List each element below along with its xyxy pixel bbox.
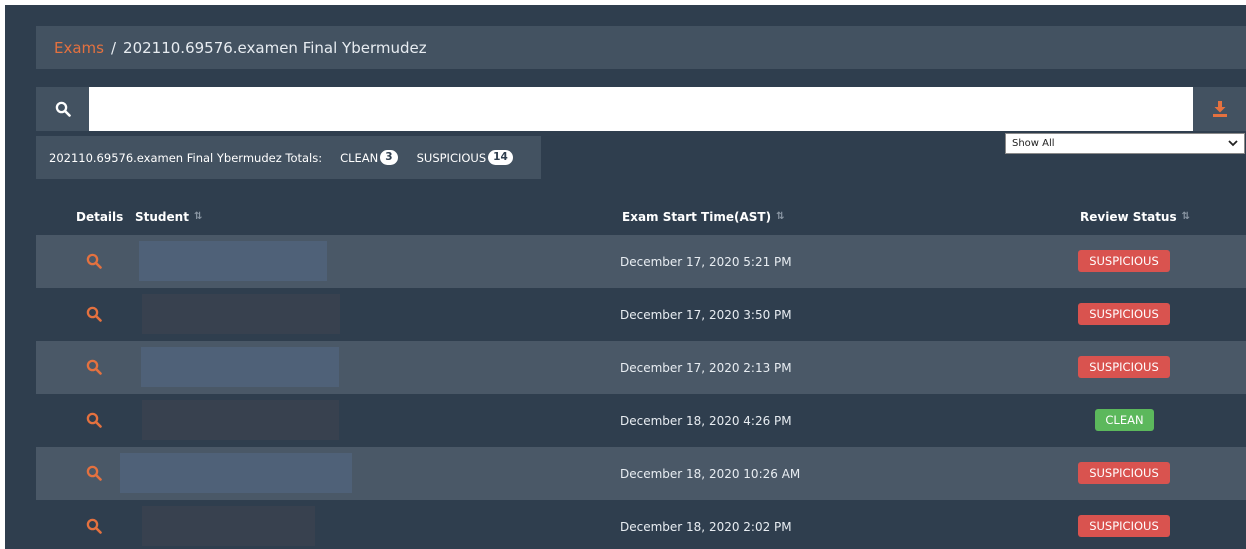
header-details <box>76 198 123 235</box>
header-review-status-label: Review Status <box>1080 209 1177 224</box>
header-start-time-label: Exam Start Time(AST) <box>622 209 772 224</box>
totals-label: 202110.69576.examen Final Ybermudez Totals: <box>49 150 323 165</box>
filter-selected-value: Show All <box>1012 138 1055 149</box>
student-name-redacted <box>139 241 327 281</box>
exam-totals <box>36 136 541 179</box>
suspicious-total[interactable] <box>417 150 513 165</box>
suspicious-count-badge: 14 <box>488 150 513 165</box>
sort-icon: ⇅ <box>776 211 783 222</box>
table-row <box>36 288 1246 341</box>
exam-review-panel <box>5 5 1246 549</box>
breadcrumb-current: 202110.69576.examen Final Ybermudez <box>123 38 427 57</box>
exam-start-time: December 17, 2020 2:13 PM <box>620 360 792 375</box>
clean-total-label: CLEAN <box>340 150 379 165</box>
search-bar <box>36 87 1246 131</box>
header-review-status[interactable] <box>1080 198 1188 235</box>
table-row <box>36 500 1246 549</box>
student-name-redacted <box>142 506 315 546</box>
table-row <box>36 341 1246 394</box>
exam-start-time: December 18, 2020 4:26 PM <box>620 413 792 428</box>
student-name-redacted <box>142 294 340 334</box>
status-badge: SUSPICIOUS <box>1078 515 1170 537</box>
student-name-redacted <box>141 347 339 387</box>
exam-table-body <box>36 235 1246 549</box>
search-input[interactable] <box>89 87 1193 131</box>
header-details-label: Details <box>76 209 124 224</box>
exam-start-time: December 17, 2020 5:21 PM <box>620 254 792 269</box>
details-search-icon[interactable] <box>86 518 106 536</box>
details-search-icon[interactable] <box>86 465 106 483</box>
breadcrumb-exams-link[interactable]: Exams <box>54 38 104 57</box>
chevron-down-icon <box>1228 140 1238 147</box>
table-row <box>36 447 1246 500</box>
status-badge: CLEAN <box>1095 409 1154 431</box>
table-row <box>36 235 1246 288</box>
details-search-icon[interactable] <box>86 306 106 324</box>
student-name-redacted <box>142 400 339 440</box>
suspicious-total-label: SUSPICIOUS <box>416 150 487 165</box>
status-badge: SUSPICIOUS <box>1078 356 1170 378</box>
table-header <box>36 198 1246 235</box>
exam-start-time: December 18, 2020 10:26 AM <box>620 466 801 481</box>
details-search-icon[interactable] <box>86 359 106 377</box>
clean-total[interactable] <box>340 150 398 165</box>
student-name-redacted <box>120 453 352 493</box>
sort-icon: ⇅ <box>1181 211 1189 222</box>
header-start-time[interactable] <box>622 198 782 235</box>
header-student-label: Student <box>135 209 189 224</box>
status-badge: SUSPICIOUS <box>1078 303 1170 325</box>
breadcrumb <box>36 26 1246 69</box>
status-badge: SUSPICIOUS <box>1078 250 1170 272</box>
download-icon <box>1213 101 1227 117</box>
exam-start-time: December 18, 2020 2:02 PM <box>620 519 792 534</box>
search-button[interactable] <box>36 87 89 131</box>
clean-count-badge: 3 <box>380 150 397 165</box>
sort-icon: ⇅ <box>193 211 201 222</box>
header-student[interactable] <box>135 198 200 235</box>
details-search-icon[interactable] <box>86 253 106 271</box>
details-search-icon[interactable] <box>86 412 106 430</box>
table-row <box>36 394 1246 447</box>
status-filter-select[interactable] <box>1005 133 1245 154</box>
download-button[interactable] <box>1193 87 1246 131</box>
status-badge: SUSPICIOUS <box>1078 462 1170 484</box>
search-icon <box>55 101 71 117</box>
exam-start-time: December 17, 2020 3:50 PM <box>620 307 792 322</box>
breadcrumb-separator: / <box>110 38 117 57</box>
